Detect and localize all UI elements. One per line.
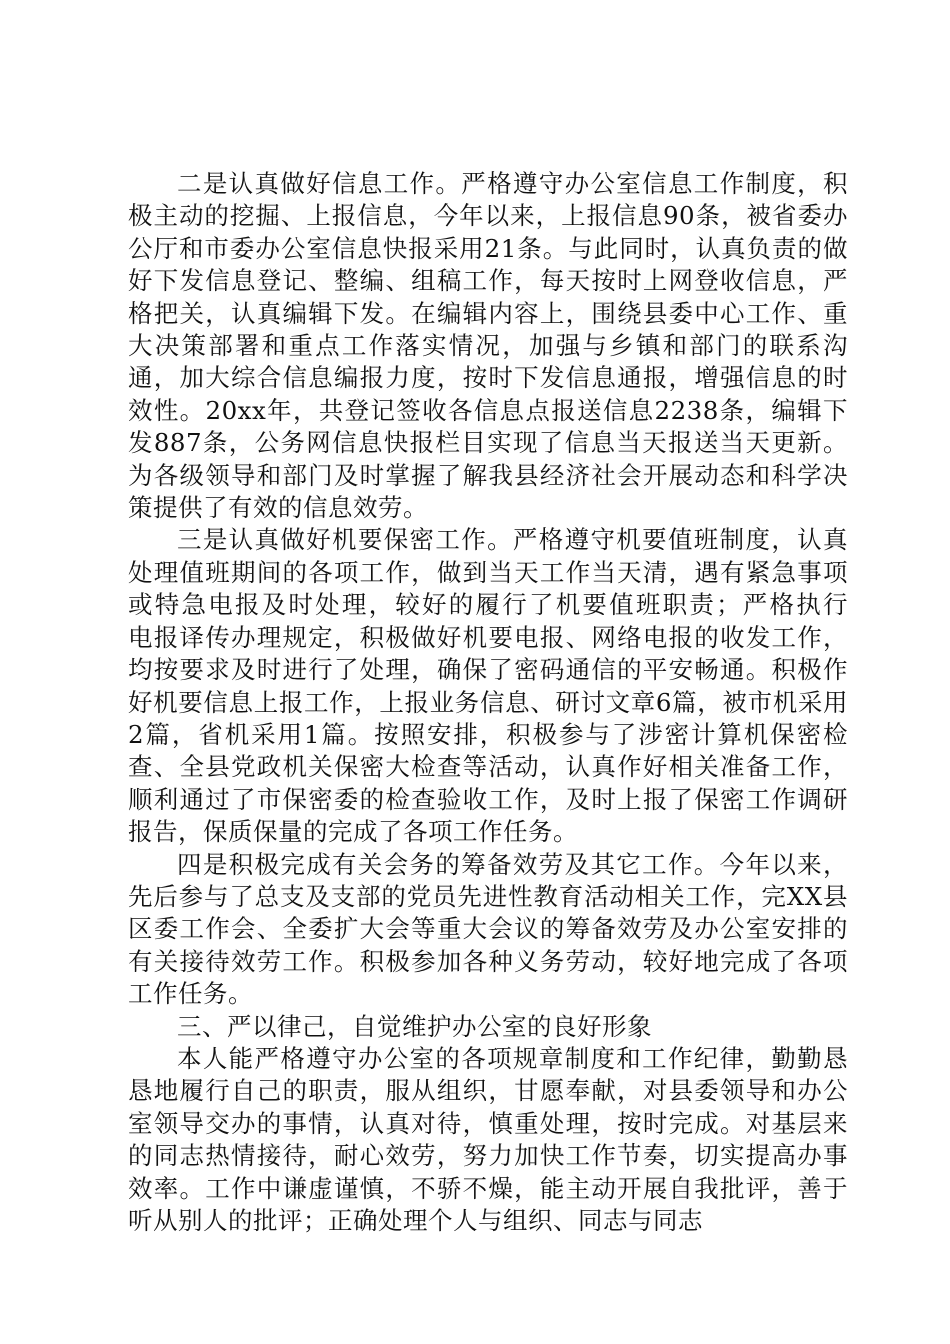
paragraph-information-work: 二是认真做好信息工作。严格遵守办公室信息工作制度，积极主动的挖掘、上报信息，今年以来，上报信息90条，被省委办公厅和市委办公室信息快报采用21条。与此同时，认真负责的做好下发信息登记、整编、组稿工作，每天按时上网登收信息，严格把关，认真编辑下发。在编辑内容上，围绕县委中心工作、重大决策部署和重点工作落实情况，加强与乡镇和部门的联系沟通，加大综合信息编报力度，按时下发信息通报，增强信息的时效性。20xx年，共登记签收各信息点报送信息2238条，编辑下发887条，公务网信息快报栏目实现了信息当天报送当天更新。为各级领导和部门及时掌握了解我县经济社会开展动态和科学决策提供了有效的信息效劳。 bbox=[128, 169, 848, 523]
section-heading: 三、严以律己，自觉维护办公室的良好形象 bbox=[177, 1011, 652, 1041]
paragraph-meeting-services: 四是积极完成有关会务的筹备效劳及其它工作。今年以来，先后参与了总支及支部的党员先进性教育活动相关工作，完XX县区委工作会、全委扩大会等重大会议的筹备效劳及办公室安排的有关接待效劳工作。积极参加各种义务劳动，较好地完成了各项工作任务。 bbox=[128, 849, 848, 1009]
paragraph-self-discipline: 本人能严格遵守办公室的各项规章制度和工作纪律，勤勤恳恳地履行自己的职责，服从组织，甘愿奉献，对县委领导和办公室领导交办的事情，认真对待，慎重处理，按时完成。对基层来的同志热情接待，耐心效劳，努力加快工作节奏，切实提高办事效率。工作中谦虚谨慎，不骄不燥，能主动开展自我批评，善于听从别人的批评；正确处理个人与组织、同志与同志 bbox=[128, 1043, 848, 1235]
document-body bbox=[128, 168, 882, 1237]
paragraph-confidential-work: 三是认真做好机要保密工作。严格遵守机要值班制度，认真处理值班期间的各项工作，做到当天工作当天清，遇有紧急事项或特急电报及时处理，较好的履行了机要值班职责；严格执行 电报译传办理规定，积极做好机要电报、网络电报的收发工作，均按要求及时进行了处理，确保了密码通信的平安畅通。积极作好机要信息上报工作，上报业务信息、研讨文章6篇，被市机采用2篇，省机采用1篇。按照安排，积极参与了涉密计算机保密检查、全县党政机关保密大检查等活动，认真作好相关准备工作，顺利通过了市保密委的检查验收工作，及时上报了保密工作调研报告，保质保量的完成了各项工作任务。 bbox=[128, 525, 882, 847]
